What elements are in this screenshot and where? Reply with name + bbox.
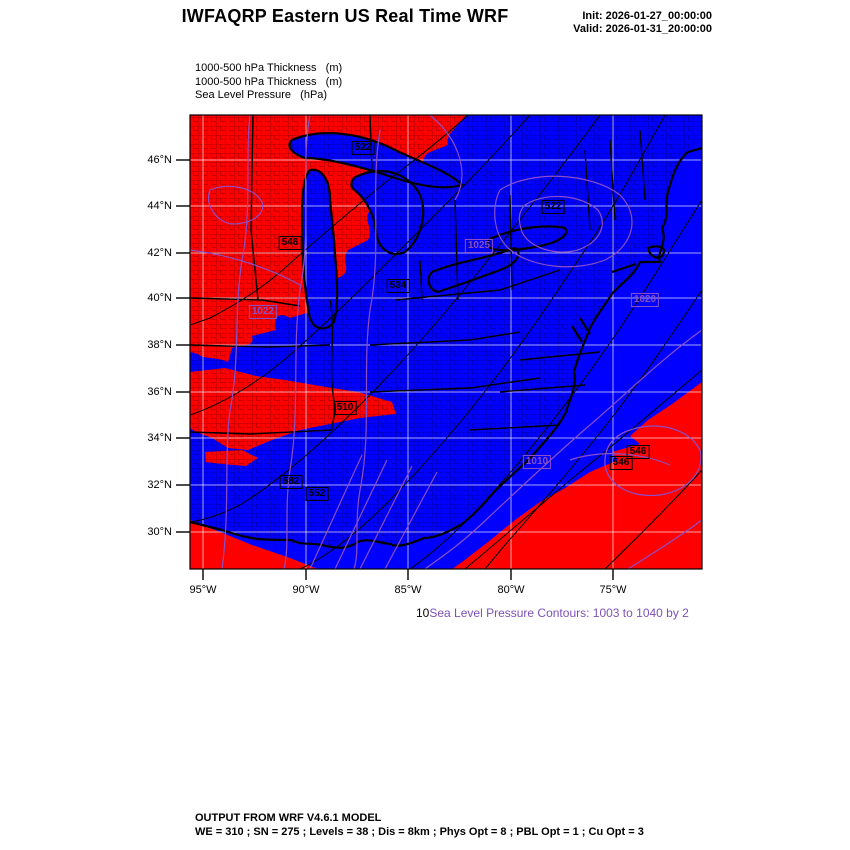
lat-tick-label: 32°N bbox=[147, 479, 172, 491]
thickness-contour-label: 546 bbox=[279, 236, 302, 250]
lat-tick-label: 38°N bbox=[147, 339, 172, 351]
slp-contour-label: 1010 bbox=[523, 455, 551, 469]
slp-caption-text: Sea Level Pressure Contours: 1003 to 1040 by 2 bbox=[429, 606, 689, 620]
legend-thickness-1: 1000-500 hPa Thickness (m) bbox=[195, 62, 343, 74]
contour-caption bbox=[416, 606, 689, 620]
model-info-line1: OUTPUT FROM WRF V4.6.1 MODEL bbox=[195, 812, 382, 824]
slp-contour-label: 1025 bbox=[465, 239, 493, 253]
thickness-contour-label: 522 bbox=[352, 141, 375, 155]
lat-tick-label: 46°N bbox=[147, 154, 172, 166]
model-info-line2: WE = 310 ; SN = 275 ; Levels = 38 ; Dis = 8km ; Phys Opt = 8 ; PBL Opt = 1 ; Cu Opt = 3 bbox=[195, 826, 644, 838]
init-timestamp: Init: 2026-01-27_00:00:00 bbox=[582, 10, 712, 22]
legend-thickness-2: 1000-500 hPa Thickness (m) bbox=[195, 75, 343, 88]
slp-contour-label: 1022 bbox=[249, 305, 277, 319]
slp-contour-label: 1020 bbox=[631, 293, 659, 307]
clipped-caption-text: 10 bbox=[416, 606, 430, 620]
lon-tick-label: 75°W bbox=[599, 584, 627, 596]
lon-tick-label: 80°W bbox=[497, 584, 525, 596]
model-info bbox=[195, 811, 644, 839]
thickness-contour-label: 546 bbox=[627, 445, 650, 459]
page-title: IWFAQRP Eastern US Real Time WRF bbox=[181, 6, 509, 26]
lat-tick-label: 42°N bbox=[147, 247, 172, 259]
lon-tick-label: 90°W bbox=[292, 584, 320, 596]
lat-tick-label: 34°N bbox=[147, 432, 172, 444]
lat-tick-label: 44°N bbox=[147, 200, 172, 212]
lon-tick-label: 95°W bbox=[189, 584, 217, 596]
lat-tick-label: 36°N bbox=[147, 386, 172, 398]
lon-tick-label: 85°W bbox=[394, 584, 422, 596]
valid-timestamp: Valid: 2026-01-31_20:00:00 bbox=[573, 23, 712, 35]
lat-tick-label: 30°N bbox=[147, 526, 172, 538]
thickness-contour-label: 522 bbox=[542, 200, 565, 214]
legend-slp: Sea Level Pressure (hPa) bbox=[195, 89, 328, 101]
thickness-contour-label: 510 bbox=[334, 401, 357, 415]
thickness-contour-label: 582 bbox=[280, 475, 303, 489]
thickness-contour-label: 534 bbox=[387, 279, 410, 293]
thickness-contour-label: 552 bbox=[306, 487, 329, 501]
lat-tick-label: 40°N bbox=[147, 292, 172, 304]
thickness-contour-label: 546 bbox=[610, 456, 633, 470]
